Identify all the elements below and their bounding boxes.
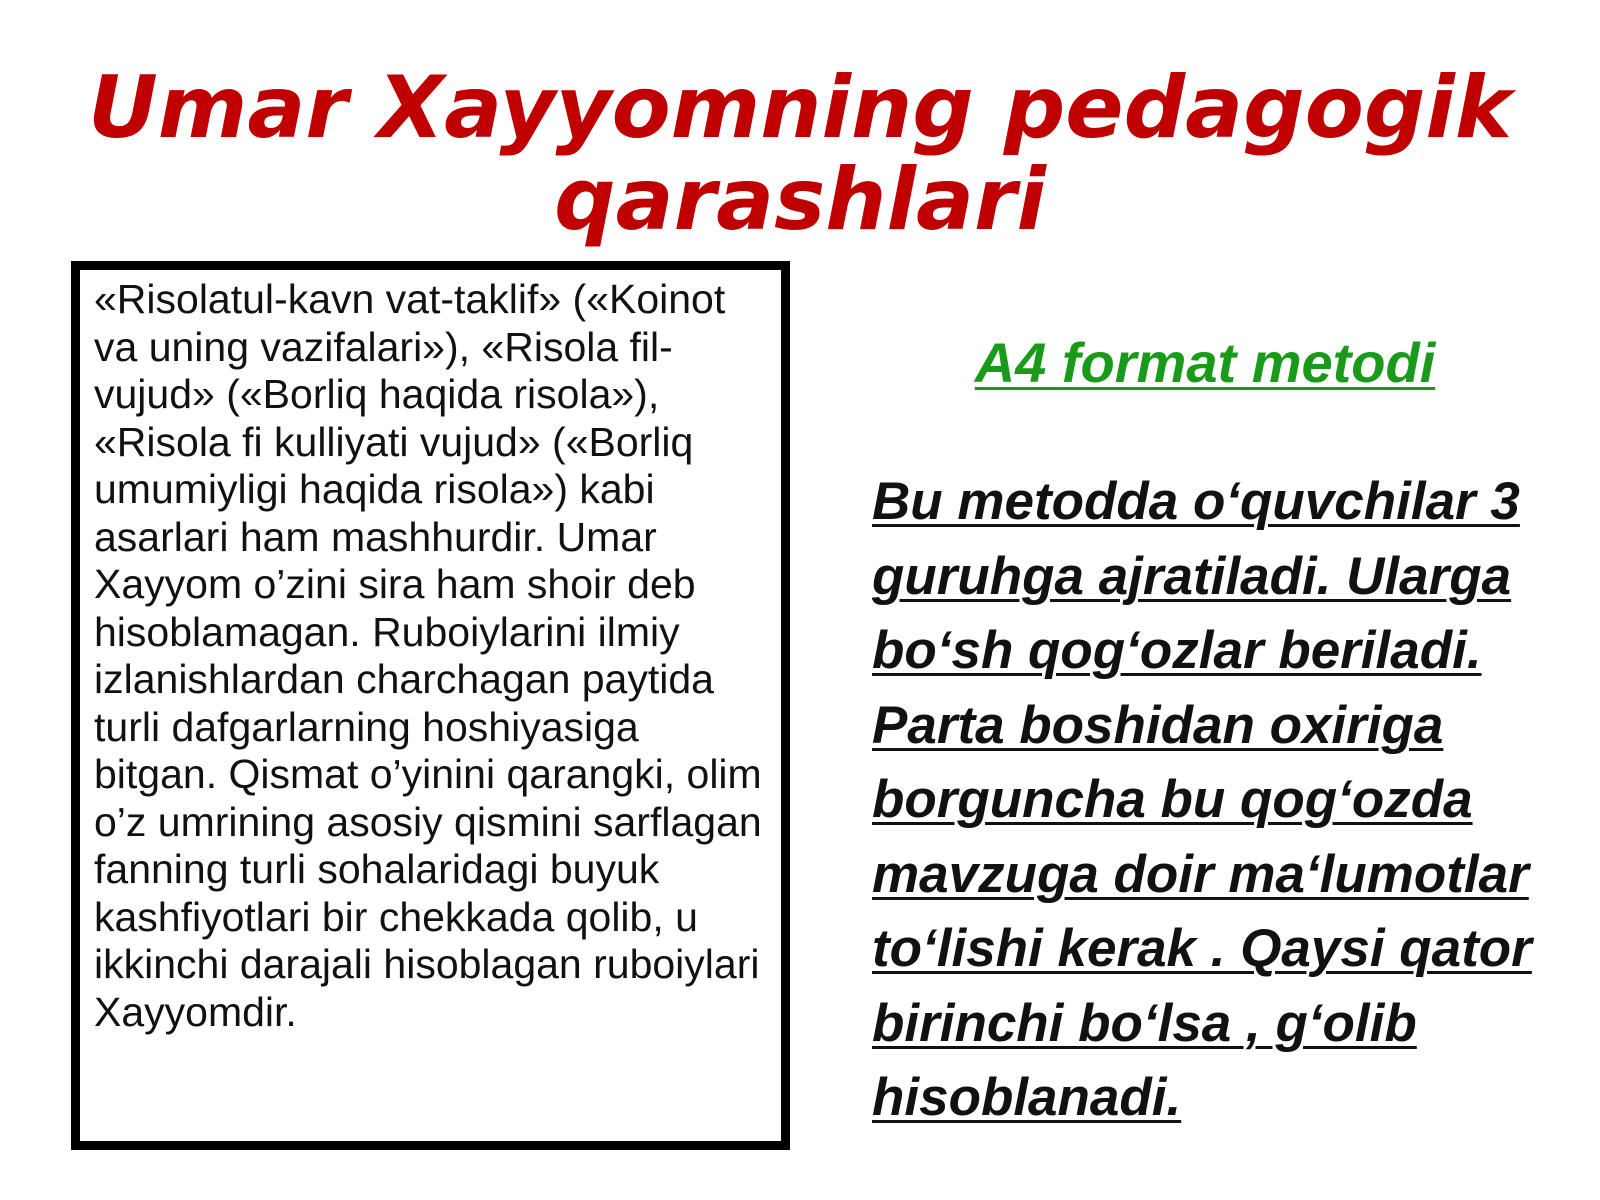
bordered-text-box [71, 261, 790, 1150]
left-body-text: «Risolatul-kavn vat-taklif» («Koinot va uning vazifalari»), «Risola fil-vujud» («Borliq haqida risola»), «Risola fi kulliyati vujud» («Borliq umumiyligi haqida risola») kabi asarlari ham mashhurdir. Umar Xayyom o’zini sira ham shoir deb hisoblamagan. Ruboiylarini ilmiy izlanishlardan charchagan paytida turli dafgarlarning hoshiyasiga bitgan. Qismat o’yinini qarangki, olim o’z umrining asosiy qismini sarflagan fanning turli sohalaridagi buyuk kashfiyotlari bir chekkada qolib, u ikkinchi darajali hisoblagan ruboiylari Xayyomdir. [94, 276, 762, 1035]
method-heading: A4 format metodi [974, 331, 1436, 394]
method-description: Bu metodda o‘quvchilar 3 guruhga ajratiladi. Ularga bo‘sh qog‘ozlar beriladi. Parta boshidan oxiriga borguncha bu qog‘ozda mavzuga doir ma‘lumotlar to‘lishi kerak . Qaysi qator birinchi bo‘lsa , g‘olib hisoblanadi. [872, 472, 1532, 1127]
slide-title: Umar Xayyomning pedagogik qarashlari [87, 58, 1513, 250]
